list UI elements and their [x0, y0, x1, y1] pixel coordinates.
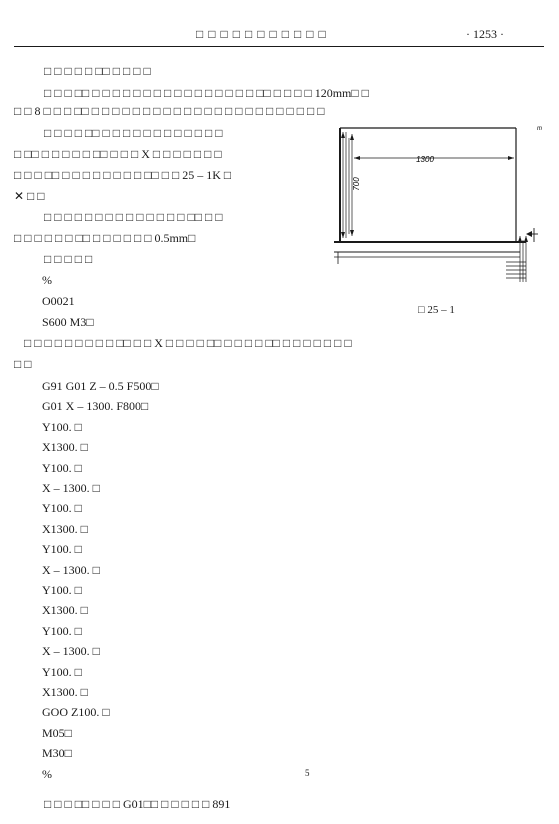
figure-25-1 — [330, 124, 550, 284]
paragraph-line: □ □ □ □□ □ □ □ G01□□ □ □ □ □ □ 891 — [44, 797, 231, 811]
program-line: Y100. □ — [42, 583, 82, 597]
program-line: M05□ — [42, 725, 72, 740]
paragraph-line: □ □ — [14, 357, 32, 371]
figure-caption: □ 25 – 1 — [418, 304, 455, 316]
program-line: G01 X – 1300. F800□ — [42, 399, 149, 414]
paragraph-line: ✕ □ □ — [14, 189, 45, 203]
paragraph-line: □ □ □ □ □ □ □ □ □ □□ □ □ X □ □ □ □ □□ □ □ □ □ □□ □ □ □ □ □ □ □ — [24, 336, 352, 350]
running-header-title: □ □ □ □ □ □ □ □ □ □ □ — [196, 27, 327, 41]
paragraph-line: □ □ □ □□ □ □ □ □ □ □ □ □ □□ □ □ 25 – 1K □ — [14, 168, 232, 182]
program-line: Y100. □ — [42, 542, 82, 557]
program-line: % — [42, 273, 52, 287]
width-dimension-label: 1300 — [416, 155, 434, 164]
program-line: % — [42, 766, 52, 781]
program-line: X1300. □ — [42, 440, 88, 455]
paragraph-line: □ □ □ □□ □ □ □ □ □ □ □ □ □ □ □ □ □ □ □ □ □□ □ □ □ □ 120mm□ □ — [44, 86, 369, 100]
stray-mark: 5 — [305, 768, 310, 778]
paragraph-line: □ □□ □ □ □ □ □ □□ □ □ □ X □ □ □ □ □ □ □ — [14, 147, 222, 161]
program-line: X1300. □ — [42, 685, 88, 699]
paragraph-line: □ □ 8 □ □ □ □□ □ □ □ □ □ □ □ □ □ □ □ □ □ □ □ □ □ □ □ □ □ □ □ — [14, 104, 325, 118]
program-line: X1300. □ — [42, 603, 88, 618]
program-line: Y100. □ — [42, 419, 82, 434]
program-line: X – 1300. □ — [42, 481, 100, 495]
paragraph-line: □ □ □ □ □ □ □□ □ □ □ □ □ □ 0.5mm□ — [14, 231, 196, 245]
program-line: Y100. □ — [42, 460, 82, 475]
program-line: X – 1300. □ — [42, 644, 100, 659]
paragraph-line: □ □ □ □ □ □ □ □ □ □ □ □ □ □ □□ □ □ — [44, 210, 223, 224]
paragraph-line: □ □ □ □ □□ □ □ □ □ □ □ □ □ □ □ □ □ — [44, 126, 223, 140]
section-heading: □ □ □ □ □ □□ □ □ □ □ — [44, 64, 151, 78]
corner-mark: m — [537, 126, 542, 132]
page-number: · 1253 · — [466, 27, 504, 41]
program-line: G91 G01 Z – 0.5 F500□ — [42, 379, 159, 393]
program-line: Y100. □ — [42, 623, 82, 638]
program-line: Y100. □ — [42, 664, 82, 679]
program-line: X – 1300. □ — [42, 562, 100, 577]
program-line: S600 M3□ — [42, 315, 94, 329]
program-line: O0021 — [42, 294, 75, 308]
height-dimension-label: 700 — [352, 177, 361, 191]
program-line: X1300. □ — [42, 521, 88, 536]
program-line: Y100. □ — [42, 501, 82, 516]
program-line: M30□ — [42, 746, 72, 761]
paragraph-line: □ □ □ □ □ — [44, 252, 93, 266]
program-line: GOO Z100. □ — [42, 705, 110, 720]
header-rule — [14, 46, 544, 47]
